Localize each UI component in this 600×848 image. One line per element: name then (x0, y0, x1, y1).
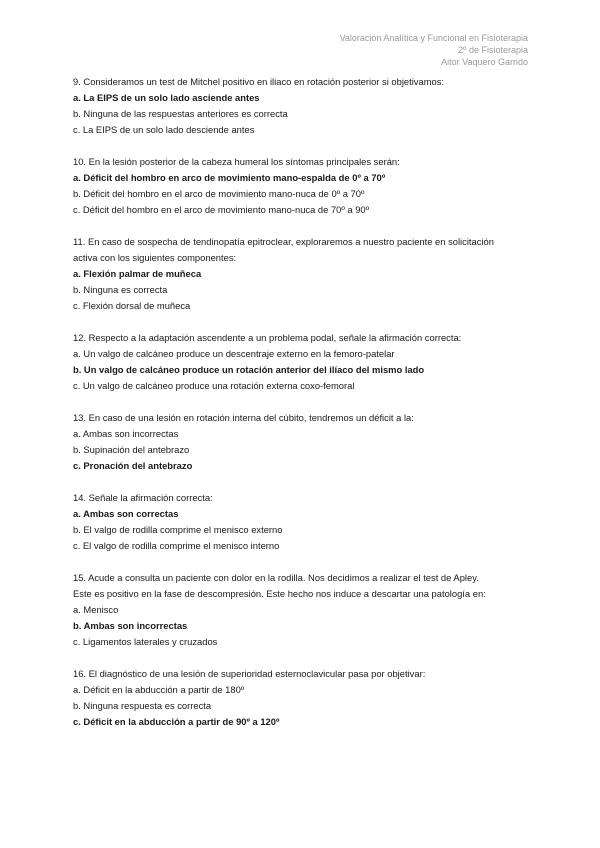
answer-option: b. Supinación del antebrazo (73, 444, 190, 455)
answer-option-correct: c. Pronación del antebrazo (73, 460, 193, 471)
header-year: 2º de Fisioterapia (458, 45, 528, 55)
question-stem: 15. Acude a consulta un paciente con dolor en la rodilla. Nos decidimos a realizar el test de Apley. (73, 572, 479, 583)
question-stem: 10. En la lesión posterior de la cabeza humeral los síntomas principales serán: (73, 156, 400, 167)
answer-option: c. La EIPS de un solo lado desciende antes (73, 124, 255, 135)
answer-option-correct: b. Ambas son incorrectas (73, 620, 188, 631)
question-block (73, 234, 533, 314)
answer-option-correct: b. Un valgo de calcáneo produce un rotación anterior del ilíaco del mismo lado (73, 364, 425, 375)
answer-option-correct: a. Déficit del hombro en arco de movimiento mano-espalda de 0º a 70º (73, 172, 386, 183)
answer-option-correct: a. Flexión palmar de muñeca (73, 268, 202, 279)
answer-option: c. El valgo de rodilla comprime el menisco interno (73, 540, 280, 551)
question-stem: 12. Respecto a la adaptación ascendente a un problema podal, señale la afirmación correcta: (73, 332, 462, 343)
answer-option: b. Ninguna de las respuestas anteriores es correcta (73, 108, 288, 119)
question-stem: 11. En caso de sospecha de tendinopatía epitroclear, exploraremos a nuestro paciente en solicitación (73, 236, 494, 247)
answer-option-correct: a. La EIPS de un solo lado asciende antes (73, 92, 260, 103)
answer-option: a. Ambas son incorrectas (73, 428, 179, 439)
answer-option: a. Un valgo de calcáneo produce un descentraje externo en la femoro-patelar (73, 348, 395, 359)
question-block (73, 666, 533, 730)
header-course: Valoración Analítica y Funcional en Fisioterapia (339, 33, 528, 43)
page-header (340, 32, 528, 68)
answer-option: c. Ligamentos laterales y cruzados (73, 636, 218, 647)
question-stem: 14. Señale la afirmación correcta: (73, 492, 213, 503)
answer-option: b. Ninguna respuesta es correcta (73, 700, 212, 711)
answer-option: c. Flexión dorsal de muñeca (73, 300, 191, 311)
answer-option-correct: c. Déficit en la abducción a partir de 90º a 120º (73, 716, 280, 727)
question-block (73, 570, 533, 650)
answer-option: b. Ninguna es correcta (73, 284, 168, 295)
answer-option: b. El valgo de rodilla comprime el menisco externo (73, 524, 283, 535)
question-block (73, 410, 533, 474)
question-stem: 13. En caso de una lesión en rotación interna del cúbito, tendremos un déficit a la: (73, 412, 414, 423)
question-list (73, 74, 533, 746)
answer-option: b. Déficit del hombro en el arco de movimiento mano-nuca de 0º a 70º (73, 188, 365, 199)
answer-option: c. Un valgo de calcáneo produce una rotación externa coxo-femoral (73, 380, 355, 391)
answer-option-correct: a. Ambas son correctas (73, 508, 179, 519)
header-author: Aitor Vaquero Garrido (441, 57, 528, 67)
answer-option: a. Déficit en la abducción a partir de 180º (73, 684, 245, 695)
question-stem: 16. El diagnóstico de una lesión de superioridad esternoclavicular pasa por objetivar: (73, 668, 426, 679)
question-stem: Este es positivo en la fase de descompresión. Este hecho nos induce a descartar una patología en: (73, 588, 486, 599)
question-stem: activa con los siguientes componentes: (73, 252, 237, 263)
question-stem: 9. Consideramos un test de Mitchel positivo en iliaco en rotación posterior si objetivamos: (73, 76, 445, 87)
question-block (73, 154, 533, 218)
question-block (73, 330, 533, 394)
question-block (73, 490, 533, 554)
question-block (73, 74, 533, 138)
answer-option: a. Menisco (73, 604, 119, 615)
answer-option: c. Déficit del hombro en el arco de movimiento mano-nuca de 70º a 90º (73, 204, 370, 215)
